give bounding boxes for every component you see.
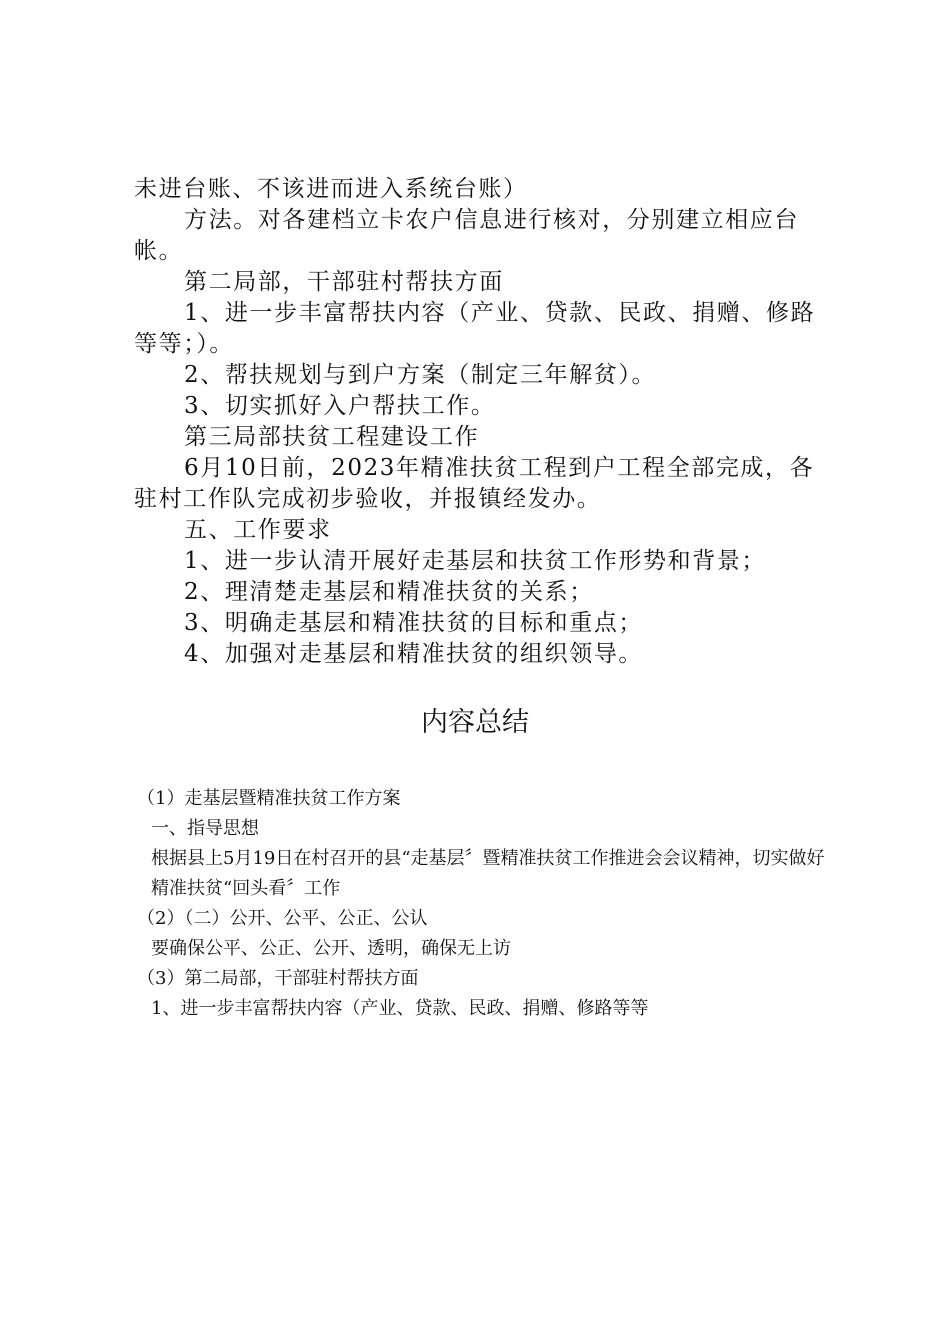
body-paragraph: 2、理清楚走基层和精准扶贫的关系；	[184, 579, 594, 605]
body-paragraph: 6月10日前，2023年精准扶贫工程到户工程全部完成，各驻村工作队完成初步验收，并报镇经发办。	[134, 455, 815, 512]
body-text	[134, 174, 824, 670]
summary-line: 要确保公平、公正、公开、透明，确保无上访	[151, 938, 511, 959]
summary-line: 1、进一步丰富帮扶内容（产业、贷款、民政、捐赠、修路等等	[151, 998, 649, 1019]
body-paragraph: 方法。对各建档立卡农户信息进行核对，分别建立相应台帐。	[134, 207, 799, 264]
body-paragraph: 第三局部扶贫工程建设工作	[184, 424, 480, 450]
summary-line: （1）走基层暨精准扶贫工作方案	[137, 788, 401, 809]
body-paragraph: 3、切实抓好入户帮扶工作。	[184, 393, 496, 419]
body-paragraph: 1、进一步认清开展好走基层和扶贫工作形势和背景；	[184, 548, 767, 574]
body-paragraph: 1、进一步丰富帮扶内容（产业、贷款、民政、捐赠、修路等等；）。	[134, 300, 816, 357]
summary-line: 一、指导思想	[151, 818, 259, 839]
body-paragraph: 第二局部，干部驻村帮扶方面	[184, 269, 504, 295]
body-paragraph: 4、加强对走基层和精准扶贫的组织领导。	[184, 641, 644, 667]
body-paragraph: 3、明确走基层和精准扶贫的目标和重点；	[184, 610, 644, 636]
summary-line: （2）（二）公开、公平、公正、公认	[137, 908, 428, 929]
summary-title: 内容总结	[421, 707, 529, 738]
summary-list	[137, 784, 827, 1024]
summary-line: 根据县上5月19日在村召开的县“走基层〞暨精准扶贫工作推进会会议精神，切实做好精准扶贫“回头看〞工作	[151, 848, 825, 899]
summary-line: （3）第二局部，干部驻村帮扶方面	[137, 968, 419, 989]
body-paragraph: 2、帮扶规划与到户方案（制定三年解贫）。	[184, 362, 657, 388]
body-paragraph: 未进台账、不该进而进入系统台账）	[134, 176, 528, 202]
body-paragraph: 五、工作要求	[184, 517, 332, 543]
